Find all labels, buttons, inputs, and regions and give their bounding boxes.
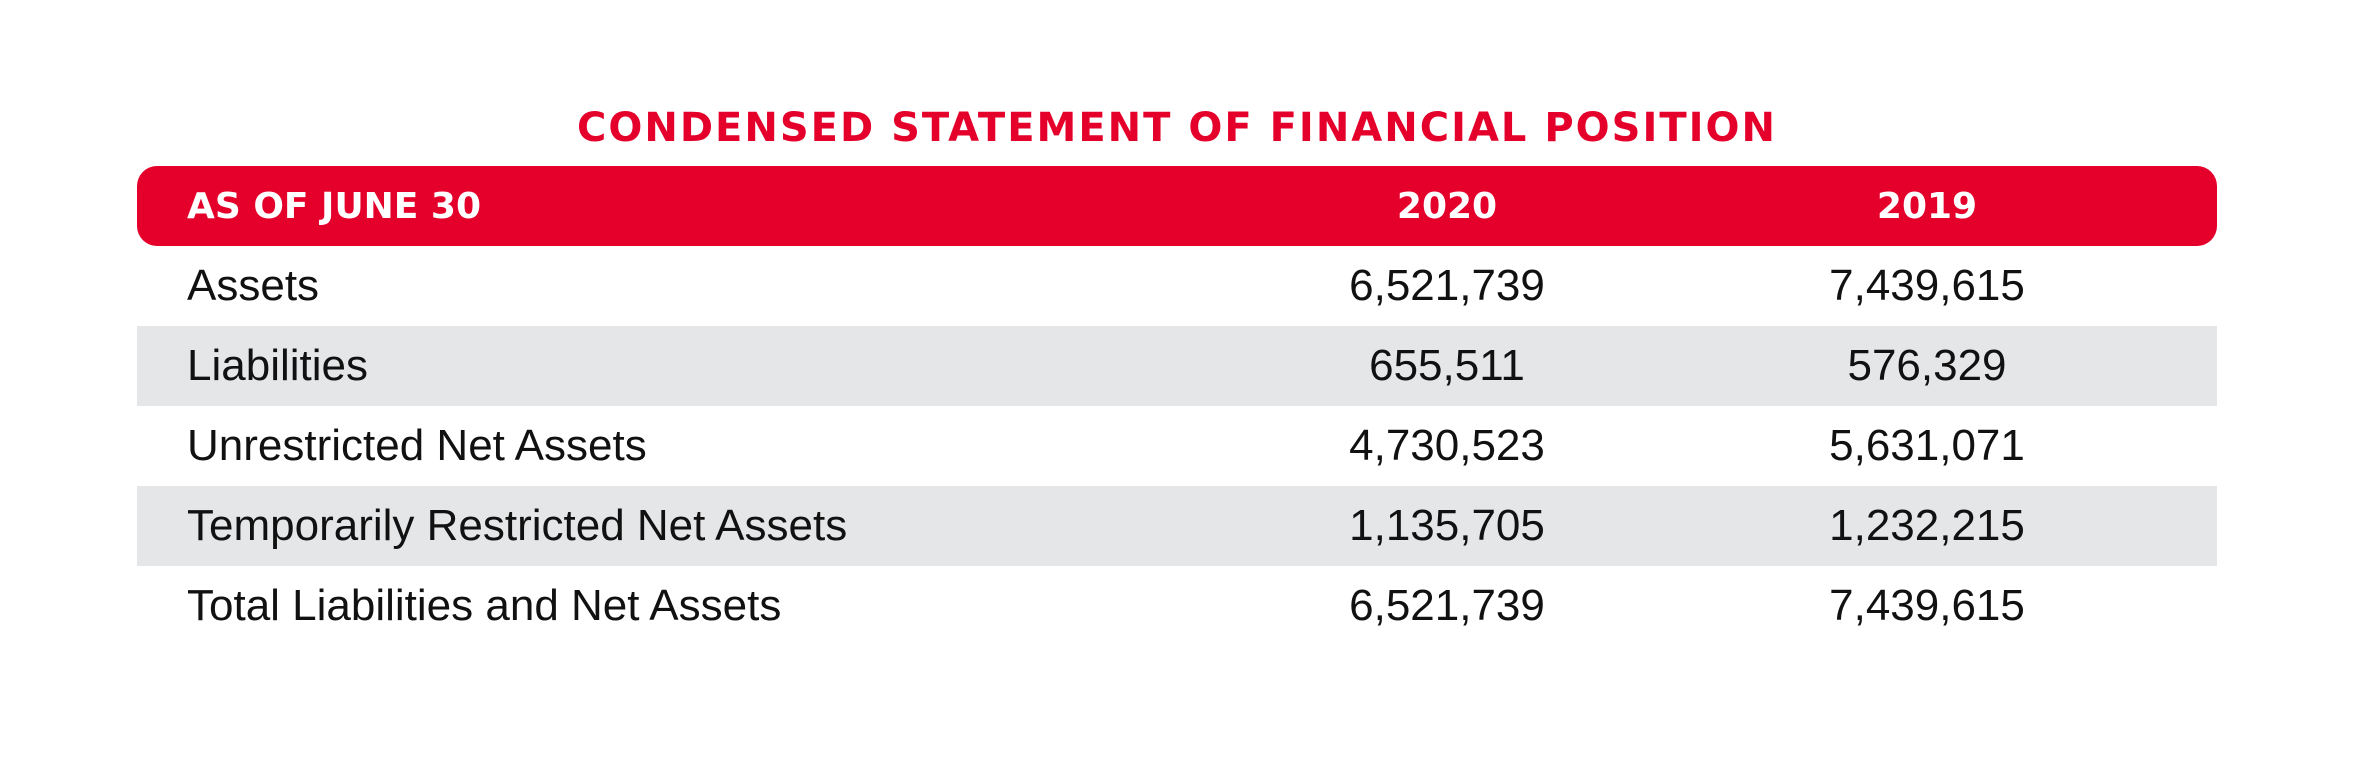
financial-position-table: [137, 166, 2217, 646]
row-value-2019: 5,631,071: [1829, 421, 2025, 470]
table-row-assets: [137, 246, 2217, 326]
table-header: [137, 166, 2217, 246]
row-value-2020: 655,511: [1369, 341, 1525, 390]
row-value-2020: 4,730,523: [1349, 421, 1545, 470]
row-value-2020: 6,521,739: [1349, 581, 1545, 630]
row-label: Liabilities: [187, 341, 368, 390]
row-value-2019: 576,329: [1847, 341, 2007, 390]
table-row-temporarily-restricted-net-assets: [137, 486, 2217, 566]
statement-title: CONDENSED STATEMENT OF FINANCIAL POSITION: [576, 105, 1777, 151]
row-label: Temporarily Restricted Net Assets: [187, 501, 848, 550]
header-2019: 2019: [1876, 186, 1978, 227]
header-2020: 2020: [1396, 186, 1498, 227]
row-value-2020: 6,521,739: [1349, 261, 1545, 310]
header-as-of-label: AS OF JUNE 30: [187, 186, 482, 227]
row-label: Total Liabilities and Net Assets: [187, 581, 782, 630]
table-row-total-liabilities-and-net-assets: [137, 566, 2217, 646]
row-value-2020: 1,135,705: [1349, 501, 1545, 550]
row-value-2019: 7,439,615: [1829, 261, 2025, 310]
row-value-2019: 7,439,615: [1829, 581, 2025, 630]
row-label: Unrestricted Net Assets: [187, 421, 647, 470]
row-label: Assets: [187, 261, 320, 310]
table-row-liabilities: [137, 326, 2217, 406]
row-value-2019: 1,232,215: [1829, 501, 2025, 550]
table-row-unrestricted-net-assets: [137, 406, 2217, 486]
